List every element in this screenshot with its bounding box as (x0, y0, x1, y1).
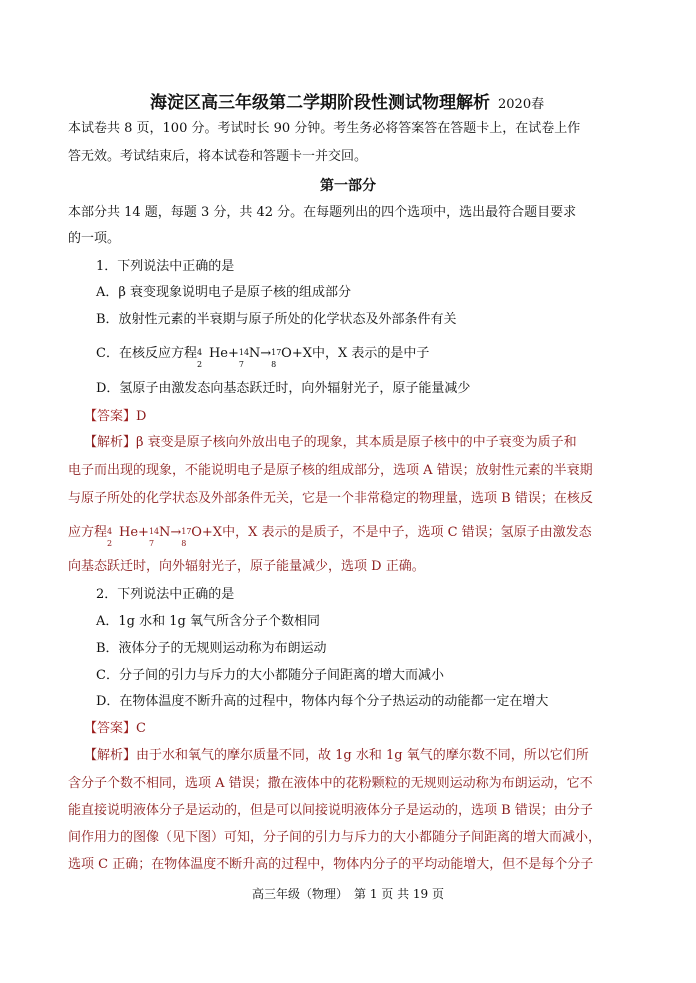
document-title (150, 88, 610, 113)
o-symbol: O (281, 346, 292, 361)
q1-option-d: D．氢原子由激发态向基态跃迁时，向外辐射光子，原子能量减少 (96, 381, 471, 396)
q1-analysis-line-3: 与原子所处的化学状态及外部条件无关，它是一个非常稳定的物理量，选项 B 错误；在核反 (68, 491, 593, 506)
q2-stem: 2．下列说法中正确的是 (96, 587, 235, 602)
q2-option-d: D．在物体温度不断升高的过程中，物体内每个分子热运动的动能都一定在增大 (96, 694, 549, 709)
answer-label: 【答案】 (84, 721, 137, 736)
q1-analysis-line-1 (84, 430, 659, 456)
page-footer: 高三年级（物理） 第 1 页 共 19 页 (252, 887, 444, 901)
plus-sign-2: + (138, 525, 149, 540)
arrow-icon: → (260, 346, 272, 361)
section-intro-line-2: 的一项。 (68, 231, 121, 246)
q2-analysis-line-4: 间作用力的图像（见下图）可知，分子间的引力与斥力的大小都随分子间距离的增大而减小， (68, 830, 602, 845)
q2-analysis-line-5: 选项 C 正确；在物体温度不断升高的过程中，物体内分子的平均动能增大，但不是每个分子 (68, 857, 594, 872)
q1-option-c (96, 341, 671, 367)
q1-option-c-prefix: C．在核反应方程 (96, 346, 197, 361)
q1-stem: 1．下列说法中正确的是 (96, 259, 235, 274)
q1-analysis-line-2: 电子而出现的现象，不能说明电子是原子核的组成部分，选项 A 错误；放射性元素的半衰期 (68, 463, 593, 478)
he-symbol: He (208, 346, 228, 361)
n-symbol-2: N (158, 525, 171, 540)
intro-line-1: 本试卷共 8 页，100 分。考试时长 90 分钟。考生务必将答案答在答题卡上，在试卷上作 (68, 121, 581, 136)
section-title: 第一部分 (320, 178, 376, 194)
n-nuclide: 14 7 (238, 348, 250, 369)
q2-option-a: A．1g 水和 1g 氧气所含分子个数相同 (96, 614, 320, 629)
q1-option-c-suffix: 中，X 表示的是中子 (312, 346, 430, 361)
q1-option-b: B．放射性元素的半衰期与原子所处的化学状态及外部条件有关 (96, 312, 457, 327)
q2-analysis-line-2: 含分子个数不相同，选项 A 错误；撒在液体中的花粉颗粒的无规则运动称为布朗运动，它不 (68, 776, 593, 791)
analysis-text: β 衰变是原子核向外放出电子的现象，其本质是原子核中的中子衰变为质子和 (136, 435, 577, 450)
q1-option-a: A．β 衰变现象说明电子是原子核的组成部分 (96, 285, 352, 300)
answer-label: 【答案】 (84, 409, 137, 424)
analysis-label: 【解析】 (84, 435, 137, 450)
q2-analysis-line-3: 能直接说明液体分子是运动的，但是可以间接说明液体分子是运动的，选项 B 错误；由分子 (68, 803, 593, 818)
title-tag: 2020春 (498, 97, 545, 112)
q1-answer (84, 404, 659, 430)
q1-analysis-line-4 (68, 520, 643, 546)
he-nuclide-2: 4 2 (107, 527, 113, 548)
analysis-text: 由于水和氧气的摩尔质量不同，故 1g 水和 1g 氧气的摩尔数不同，所以它们所 (136, 748, 589, 763)
q2-option-b: B．液体分子的无规则运动称为布朗运动 (96, 641, 327, 656)
x-symbol: +X (291, 346, 312, 361)
q2-analysis-line-1 (84, 743, 659, 769)
he-symbol-2: He (119, 525, 139, 540)
title-text: 海淀区高三年级第二学期阶段性测试物理解析 (150, 93, 490, 113)
o-symbol-2: O (191, 525, 202, 540)
q1-analysis-line-5: 向基态跃迁时，向外辐射光子，原子能量减少，选项 D 正确。 (68, 559, 425, 574)
n-symbol: N (248, 346, 261, 361)
answer-value: D (136, 409, 147, 424)
plus-sign: + (227, 346, 239, 361)
q2-answer (84, 716, 659, 742)
q2-option-c: C．分子间的引力与斥力的大小都随分子间距离的增大而减小 (96, 668, 444, 683)
intro-line-2: 答无效。考试结束后，将本试卷和答题卡一并交回。 (68, 149, 368, 164)
x-symbol-2: +X (201, 525, 223, 540)
o-nuclide-2: 17 8 (181, 527, 192, 548)
he-nuclide: 4 2 (196, 348, 203, 369)
o-nuclide: 17 8 (271, 348, 282, 369)
section-intro-line-1: 本部分共 14 题，每题 3 分，共 42 分。在每题列出的四个选项中，选出最符合题目要求 (68, 205, 577, 220)
analysis-label: 【解析】 (84, 748, 137, 763)
answer-value: C (136, 721, 146, 736)
arrow-icon-2: → (170, 525, 182, 540)
n-nuclide-2: 14 7 (148, 527, 160, 548)
analysis-eq-prefix: 应方程 (68, 525, 108, 540)
analysis-eq-suffix: 中，X 表示的是质子，不是中子，选项 C 错误；氢原子由激发态 (222, 525, 592, 540)
